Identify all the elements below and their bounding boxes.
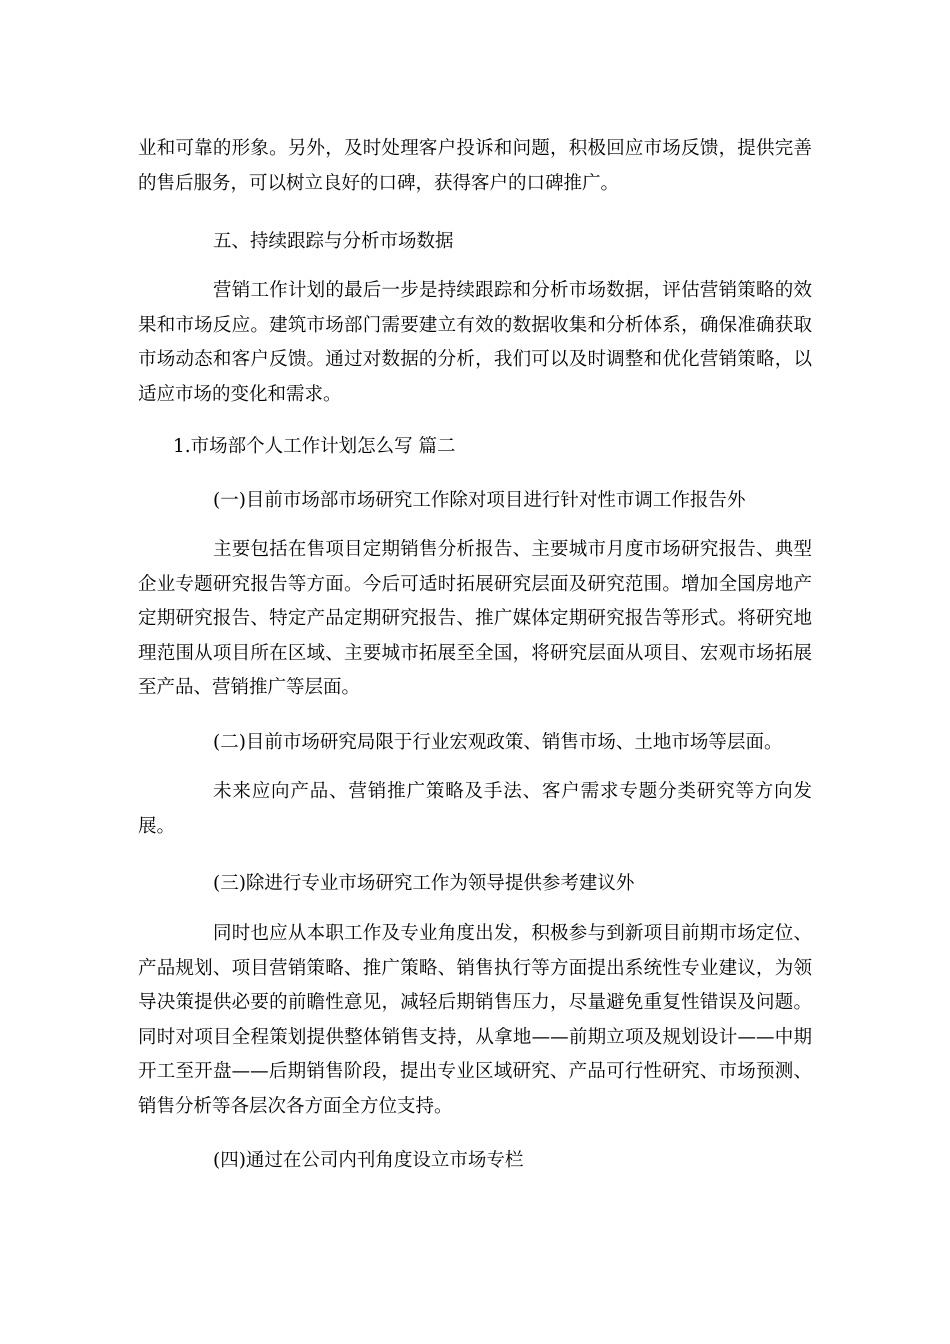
subheading-four: (四)通过在公司内刊角度设立市场专栏 bbox=[213, 1150, 524, 1171]
paragraph-research-reports: 主要包括在售项目定期销售分析报告、主要城市月度市场研究报告、典型企业专题研究报告等方面。今后可适时拓展研究层面及研究范围。增加全国房地产定期研究报告、特定产品定期研究报告、推广媒体定期研究报告等形式。将研究地理范围从项目所在区域、主要城市拓展至全国，将研究层面从项目、宏观市场拓展至产品、营销推广等层面。 bbox=[138, 539, 812, 698]
subheading-two: (二)目前市场研究局限于行业宏观政策、销售市场、土地市场等层面。 bbox=[213, 732, 783, 753]
section-heading-five: 五、持续跟踪与分析市场数据 bbox=[213, 231, 454, 252]
paragraph-future-direction: 未来应向产品、营销推广策略及手法、客户需求专题分类研究等方向发展。 bbox=[138, 781, 812, 837]
subheading-three: (三)除进行专业市场研究工作为领导提供参考建议外 bbox=[213, 873, 635, 894]
paragraph-customer-service: 业和可靠的形象。另外，及时处理客户投诉和问题，积极回应市场反馈，提供完善的售后服务，可以树立良好的口碑，获得客户的口碑推广。 bbox=[138, 138, 812, 194]
paragraph-market-data: 营销工作计划的最后一步是持续跟踪和分析市场数据，评估营销策略的效果和市场反应。建筑市场部门需要建立有效的数据收集和分析体系，确保准确获取市场动态和客户反馈。通过对数据的分析，我们可以及时调整和优化营销策略，以适应市场的变化和需求。 bbox=[138, 280, 812, 405]
paragraph-professional-advice: 同时也应从本职工作及专业角度出发，积极参与到新项目前期市场定位、产品规划、项目营销策略、推广策略、销售执行等方面提出系统性专业建议，为领导决策提供必要的前瞻性意见，减轻后期销售压力，尽量避免重复性错误及问题。同时对项目全程策划提供整体销售支持，从拿地——前期立项及规划设计——中期开工至开盘——后期销售阶段，提出专业区域研究、产品可行性研究、市场预测、销售分析等各层次各方面全方位支持。 bbox=[138, 923, 812, 1117]
subheading-one: (一)目前市场部市场研究工作除对项目进行针对性市调工作报告外 bbox=[213, 490, 746, 511]
section-heading-part-two: 1.市场部个人工作计划怎么写 篇二 bbox=[173, 436, 456, 457]
